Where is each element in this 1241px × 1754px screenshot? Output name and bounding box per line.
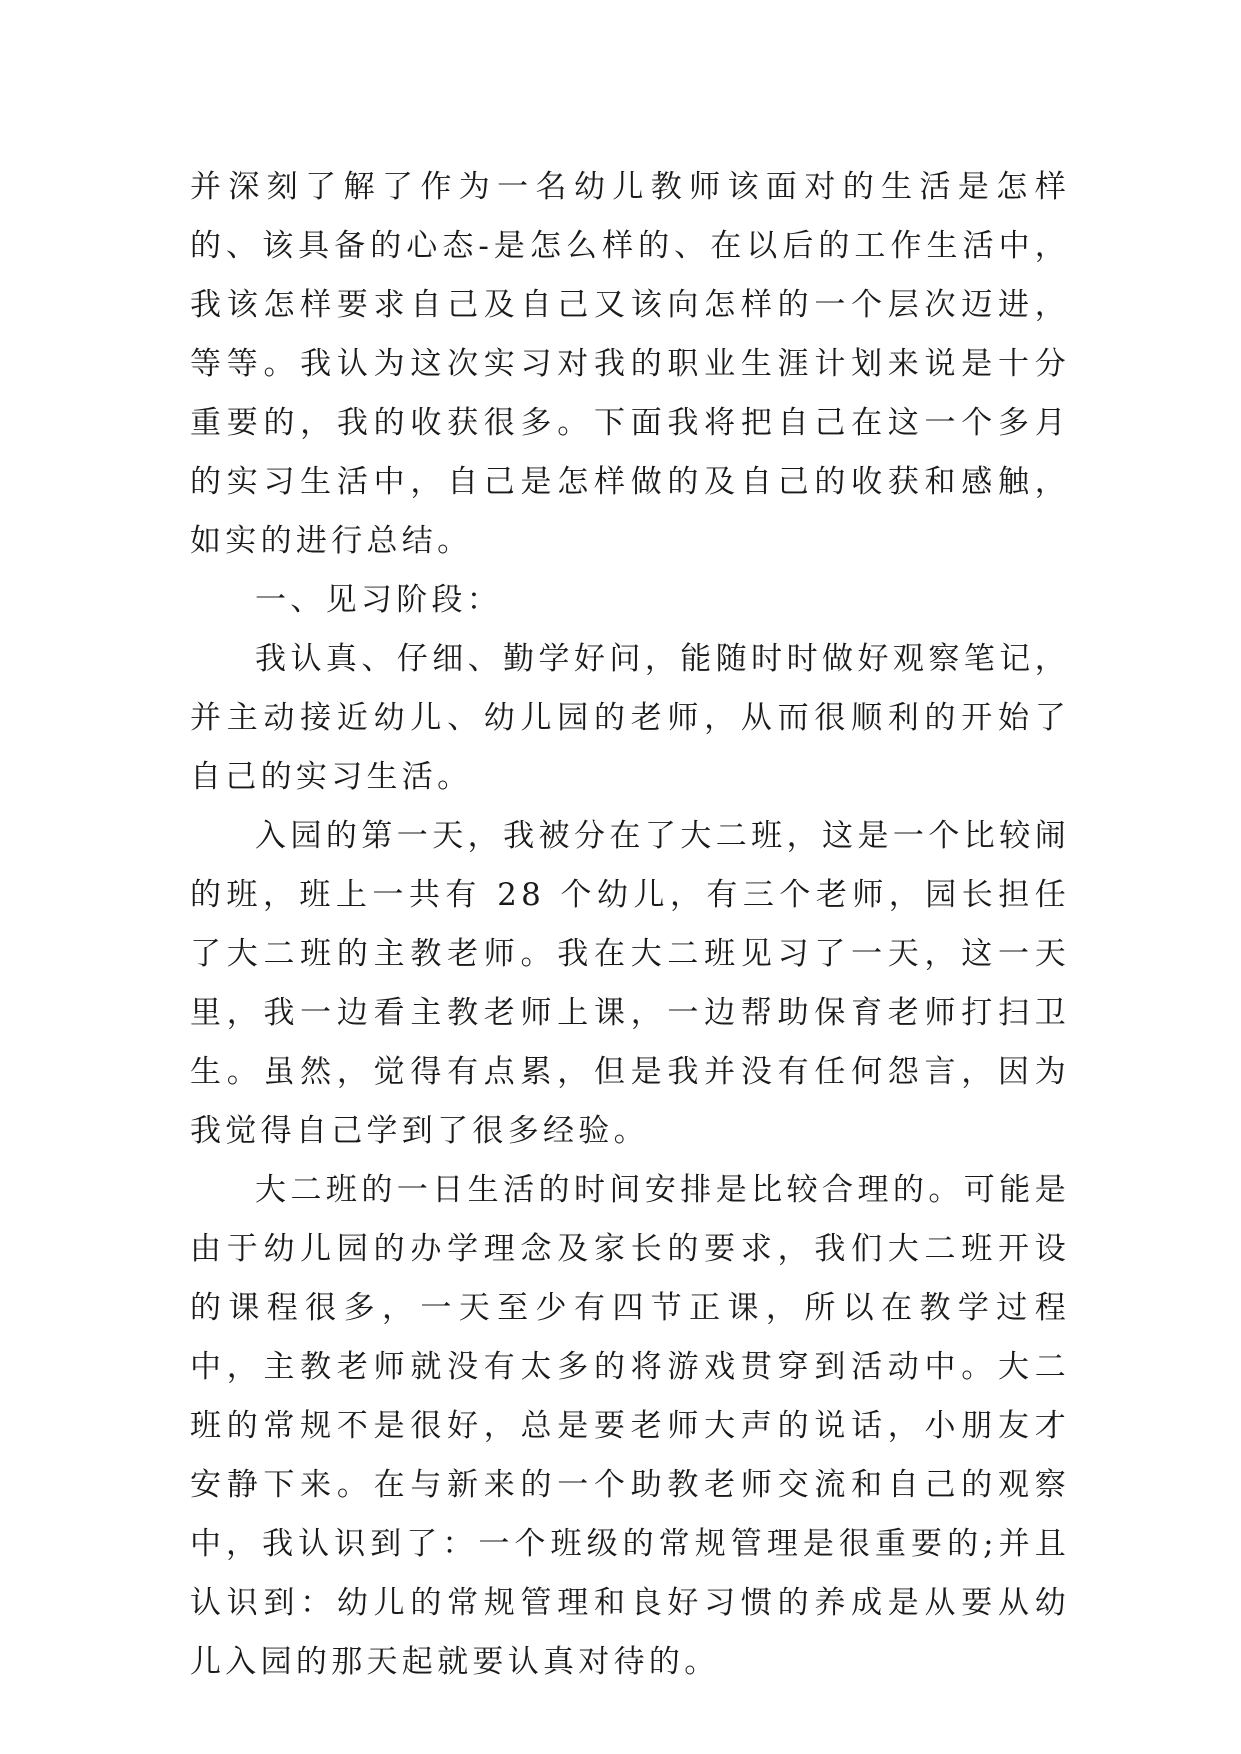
document-body bbox=[190, 158, 1070, 1692]
paragraph-intro: 并深刻了解了作为一名幼儿教师该面对的生活是怎样的、该具备的心态-是怎么样的、在以后的工作生活中，我该怎样要求自己及自己又该向怎样的一个层次迈进，等等。我认为这次实习对我的职业生涯计划来说是十分重要的，我的收获很多。下面我将把自己在这一个多月的实习生活中，自己是怎样做的及自己的收获和感触，如实的进行总结。 bbox=[190, 169, 1070, 559]
paragraph-daily-schedule: 大二班的一日生活的时间安排是比较合理的。可能是由于幼儿园的办学理念及家长的要求，我们大二班开设的课程很多，一天至少有四节正课，所以在教学过程中，主教老师就没有太多的将游戏贯穿到活动中。大二班的常规不是很好，总是要老师大声的说话，小朋友才安静下来。在与新来的一个助教老师交流和自己的观察中，我认识到了：一个班级的常规管理是很重要的;并且认识到：幼儿的常规管理和良好习惯的养成是从要从幼儿入园的那天起就要认真对待的。 bbox=[190, 1172, 1070, 1680]
paragraph-first-day: 入园的第一天，我被分在了大二班，这是一个比较闹的班，班上一共有 28 个幼儿，有三个老师，园长担任了大二班的主教老师。我在大二班见习了一天，这一天里，我一边看主教老师上课，一边帮助保育老师打扫卫生。虽然，觉得有点累，但是我并没有任何怨言，因为我觉得自己学到了很多经验。 bbox=[190, 818, 1070, 1149]
section-heading-observation-stage: 一、见习阶段： bbox=[255, 582, 503, 618]
paragraph-observation-attitude: 我认真、仔细、勤学好问，能随时时做好观察笔记，并主动接近幼儿、幼儿园的老师，从而很顺利的开始了自己的实习生活。 bbox=[190, 641, 1070, 795]
